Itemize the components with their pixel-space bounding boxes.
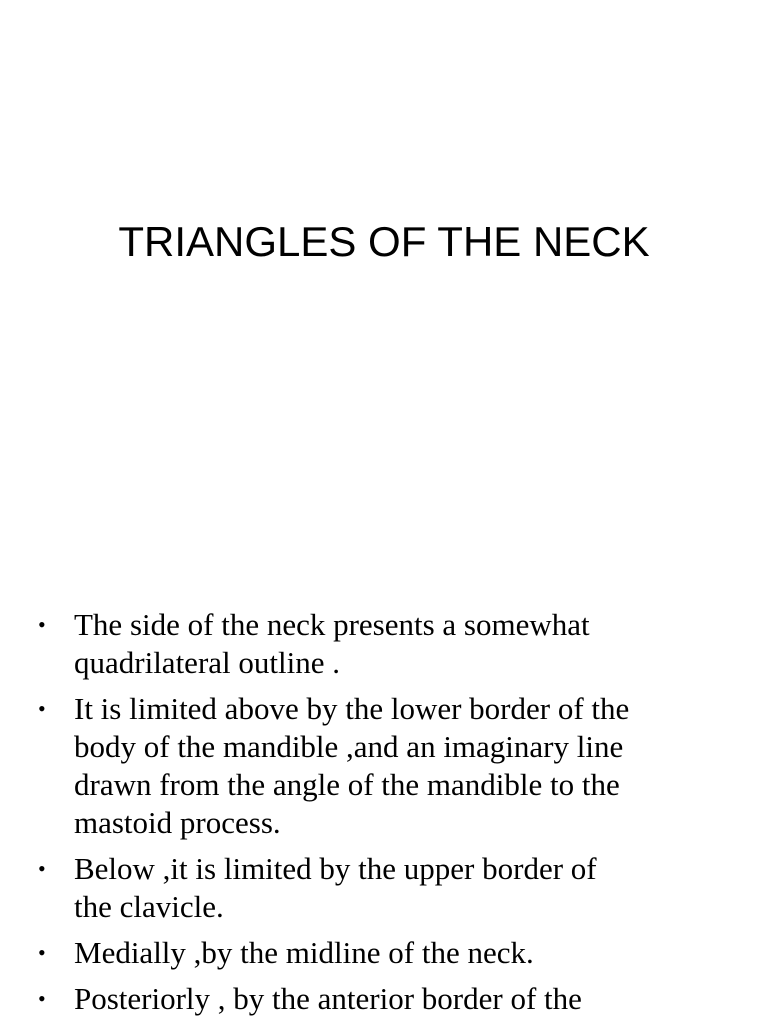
bullet-item — [38, 606, 728, 682]
bullet-text: Below ,it is limited by the upper border of the clavicle. — [74, 851, 597, 924]
bullet-icon: • — [38, 696, 46, 721]
bullet-text: Medially ,by the midline of the neck. — [74, 935, 534, 970]
bullet-item — [38, 850, 728, 926]
slide-title: TRIANGLES OF THE NECK — [118, 218, 650, 265]
bullet-list — [38, 606, 728, 1026]
bullet-item — [38, 980, 728, 1018]
bullet-item — [38, 690, 728, 842]
bullet-text: It is limited above by the lower border of the body of the mandible ,and an imaginary line drawn from the angle of the mandible to the mastoid process. — [74, 691, 630, 840]
bullet-icon: • — [38, 940, 46, 965]
bullet-text: The side of the neck presents a somewhat quadrilateral outline . — [74, 607, 590, 680]
bullet-icon: • — [38, 856, 46, 881]
bullet-text: Posteriorly , by the anterior border of the — [74, 981, 582, 1016]
bullet-icon: • — [38, 986, 46, 1011]
bullet-item — [38, 934, 728, 972]
bullet-icon: • — [38, 612, 46, 637]
